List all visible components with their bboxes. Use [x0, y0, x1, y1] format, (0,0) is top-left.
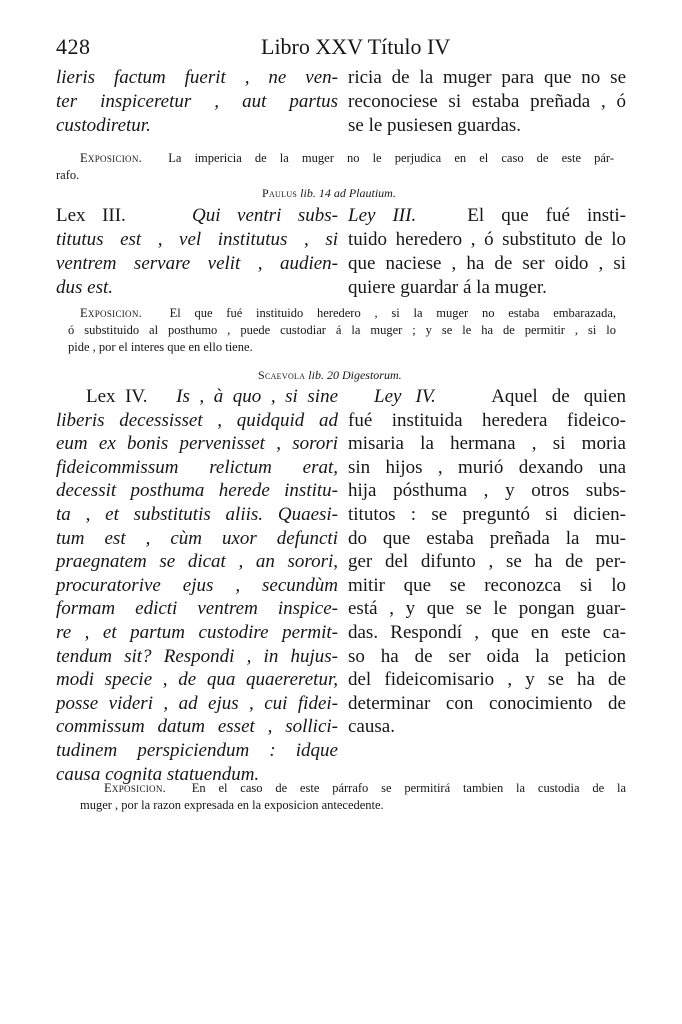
exposition-label: Exposicion. [80, 151, 143, 165]
spanish-line: das. Respondí , que en este ca- [348, 621, 626, 643]
exposition-label: Exposicion. [80, 306, 143, 320]
citation-author: Scaevola [258, 368, 306, 382]
citation-source: lib. 20 Digestorum. [308, 368, 402, 382]
exposition-text: El que fué instituido heredero , si la muger no estaba embarazada, [169, 306, 617, 320]
latin-line: fideicommissum relictum erat, [56, 456, 338, 478]
latin-line: re , et partum custodire permit- [56, 621, 338, 643]
exposition-text: muger , por la razon expresada en la exposicion antecedente. [80, 798, 384, 812]
spanish-line: tuido heredero , ó substituto de lo [348, 229, 626, 250]
latin-line: decessit posthuma herede institu- [56, 480, 338, 502]
exposition-text: La impericia de la muger no le perjudica en el caso de este pár- [168, 151, 614, 165]
latin-line: causa cognita statuendum. [56, 763, 260, 785]
citation-paulus [262, 186, 396, 201]
spanish-line: quiere guardar á la muger. [348, 277, 547, 298]
latin-line: modi specie , de qua quaereretur, [56, 669, 338, 691]
latin-line: titutus est , vel institutus , si [56, 229, 338, 250]
spanish-line: titutos : se preguntó si dicien- [348, 503, 626, 525]
spanish-line: determinar con conocimiento de [348, 692, 626, 714]
latin-line: liberis decessisset , quidquid ad [56, 409, 338, 431]
latin-line: ventrem servare velit , audien- [56, 253, 338, 274]
exposition-3 [80, 780, 626, 814]
latin-line: tum est , cùm uxor defuncti [56, 527, 338, 549]
latin-line: tendum sit? Respondi , in hujus- [56, 645, 338, 667]
latin-column [56, 66, 338, 138]
latin-line: ter inspiceretur , aut partus [56, 91, 338, 112]
latin-line: commissum datum esset , sollici- [56, 716, 338, 738]
latin-line: eum ex bonis pervenisset , sorori [56, 433, 338, 455]
latin-line: custodiretur. [56, 115, 151, 136]
spanish-line: El que fué insti- [467, 205, 627, 226]
exposition-label: Exposicion. [104, 781, 167, 795]
spanish-line: está , y que se le pongan guar- [348, 598, 626, 620]
latin-line: dus est. [56, 277, 113, 298]
spanish-column [348, 385, 626, 739]
latin-column [56, 204, 338, 300]
exposition-text: pide , por el interes que en ello tiene. [68, 340, 253, 354]
spanish-line: mitir que se reconozca si lo [348, 574, 626, 596]
spanish-line: ricia de la muger para que no se [348, 67, 626, 88]
spanish-line: so ha de ser oida la peticion [348, 645, 626, 667]
spanish-line: causa. [348, 716, 395, 738]
lex-heading: Lex IV. [86, 386, 148, 407]
latin-line: praegnatem se dicat , an sorori, [56, 551, 338, 573]
spanish-line: que naciese , ha de ser oido , si [348, 253, 626, 274]
latin-column [56, 385, 338, 786]
ley-heading: Ley IV. [374, 386, 436, 407]
spanish-line: ger del difunto , se ha de per- [348, 551, 626, 573]
spanish-line: Aquel de quien [491, 386, 627, 407]
latin-line: Qui ventri subs- [191, 205, 338, 226]
page-header [56, 34, 622, 64]
latin-line: tudinem perspiciendum : idque [56, 739, 338, 761]
latin-line: Is , à quo , si sine [176, 386, 339, 407]
latin-line: formam edicti ventrem inspice- [56, 598, 338, 620]
exposition-1 [56, 150, 614, 184]
citation-author: Paulus [262, 186, 298, 200]
spanish-line: hija pósthuma , y otros subs- [348, 480, 626, 502]
spanish-line: misaria la hermana , si moria [348, 433, 626, 455]
exposition-2 [68, 305, 616, 356]
ley-heading: Ley III. [348, 205, 417, 226]
spanish-column [348, 204, 626, 300]
exposition-text: En el caso de este párrafo se permitirá tambien la custodia de la [191, 781, 627, 795]
spanish-line: reconociese si estaba preñada , ó [348, 91, 626, 112]
latin-line: lieris factum fuerit , ne ven- [56, 67, 338, 88]
latin-line: posse videri , ad ejus , cui fidei- [56, 692, 338, 714]
exposition-text: rafo. [56, 168, 80, 182]
spanish-line: se le pusiesen guardas. [348, 115, 522, 136]
spanish-line: do que estaba preñada la mu- [348, 527, 626, 549]
latin-line: ta , et substitutis aliis. Quaesi- [56, 503, 338, 525]
latin-line: procuratorive ejus , secundùm [56, 574, 338, 596]
running-title: Libro XXV Título IV [261, 34, 451, 59]
citation-scaevola [258, 368, 402, 383]
spanish-line: fué instituida heredera fideico- [348, 409, 626, 431]
spanish-line: del fideicomisario , y se ha de [348, 669, 626, 691]
lex-heading: Lex III. [56, 205, 126, 226]
spanish-line: sin hijos , murió dexando una [348, 456, 626, 478]
spanish-column [348, 66, 626, 138]
exposition-text: ó substituido al posthumo , puede custodiar á la muger ; y se le ha de permitir , si lo [68, 323, 616, 337]
citation-source: lib. 14 ad Plautium. [300, 186, 396, 200]
page-number: 428 [56, 34, 91, 59]
